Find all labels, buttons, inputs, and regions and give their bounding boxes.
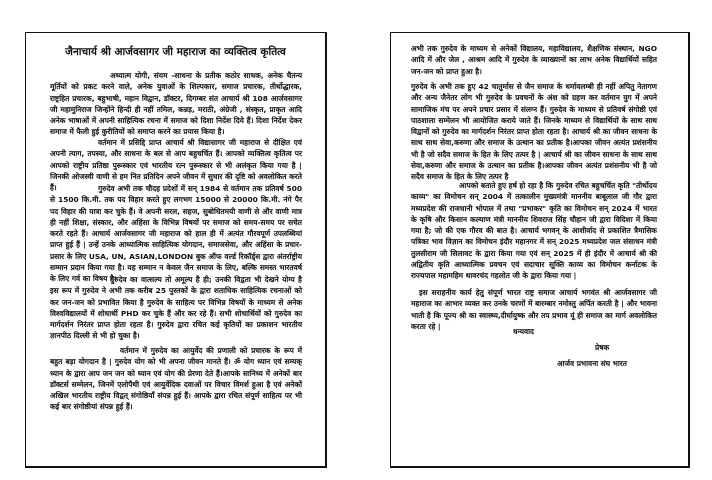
paragraph-intro: अध्यात्म योगी, संयम -साधना के प्रतीक कठोर साधक, अनेक चैतन्य मूर्तियों को प्रकट करने वाले, अनेक युवाओं के शिल्पकार, समाज प्रचारक, तीर्थोद्धारक, राष्ट्रहित प्रचारक, बहुभाषी, महान विद्वान, डॉक्टर, दिगम्बर संत आचार्य श्री 108 आर्जवसागर जी महामुनिराज जिन्होंने हिन्दी ही नहीं तमिल, कन्नड़, मराठी, अंग्रेजी , संस्कृत, प्राकृत आदि अनेक भाषाओं में अपनी साहित्यिक रचना में समाज को दिशा निर्देश दिये हैं। दिशा निर्देश देकर समाज में फैली हुई कुरीतियों को समाप्त करने का प्रयास किया है। [50, 71, 302, 137]
paragraph-aabhar: इस सराहनीय कार्य हेतु संपूर्ण भारत राष्ट्र समाज आचार्य भगवंत श्री आर्जवसागर जी महाराज का आभार व्यक्त कर उनके चरणों में बारम्बार नमोस्तु अर्पित करती है | और भावना भाती है कि पूज्य श्री का स्वास्थ्य,दीर्घायुष्क और तप प्रभाव यूं ही समाज का मार्ग अवलोकित करता रहे | [411, 288, 657, 331]
paragraph-vihar: गुरुदेव अभी तक चौदह प्रदेशों में सन् 1984 से वर्तमान तक प्रतिवर्ष 500 से 1500 कि.मी. तक पद विहार करते हुए लगभग 15000 से 20000 कि.मी. नंगे पैर पद विहार की यात्रा कर चुके हैं। वे अपनी सरल, सहज, सुबोधितमयी वाणी से और वाणी मात्र ही नहीं शिक्षा, संस्कार, और अहिंसा के विभिन्न विषयों पर समाज को समय-समय पर सचेत करते रहते हैं। आचार्य आर्जवसागर जी महाराज को हाल ही में अत्यंत गौरवपूर्ण उपलब्धियां प्राप्त हुई हैं | उन्हें उनके आध्यात्मिक साहित्यिक योगदान, समाजसेवा, और अहिंसा के प्रचार-प्रसार के लिए USA, UN, ASIAN,LONDON बुक ऑफ वर्ल्ड रिकॉर्ड्स द्वारा अंतर्राष्ट्रीय सम्मान प्रदान किया गया है। यह सम्मान न केवल जैन समाज के लिए, बल्कि समस्त भारतवर्ष के लिए गर्व का विषय है। [50, 184, 302, 284]
document-page-1 [25, 32, 327, 468]
sender-label: प्रेषक [595, 343, 610, 352]
paragraph-chaturmas: गुरुदेव के अभी तक हुए 42 चातुर्मास से जैन समाज के धर्मावलम्बी ही नहीं अपितु नेतागण और अन्य जैनेतर लोग भी गुरुदेव के प्रवचनों के अंश को ग्रहण कर वर्तमान युग में अपने सामाजिक मंच पर अपने प्रचार प्रसार में संलग्न हैं। गुरुदेव के माध्यम से प्रतिवर्ष संगोष्ठी एवं पाठशाला सम्मेलन भी आयोजित कराये जाते हैं। जिनके माध्यम से विद्यार्थियों के साथ साथ विद्वानों को गुरुदेव का मार्गदर्शन निरंतर प्राप्त होता रहता है। आचार्य श्री का जीवन साधना के साथ साथ सेवा,करुणा और समाज के उत्थान का प्रतीक है।आपका जीवन अत्यंत प्रशंसनीय भी है जो सदैव समाज के हित के लिए तत्पर है | आचार्य श्री का जीवन साधना के साथ साथ सेवा,करुणा और समाज के उत्थान का प्रतीक है।आपका जीवन अत्यंत प्रशंसनीय भी है जो सदैव समाज के हित के लिए तत्पर है [411, 82, 657, 182]
thanks-text: धन्यवाद [513, 327, 534, 336]
paragraph-vimochan: आपको बताते हुए हर्ष हो रहा है कि गुरुदेव रचित बहुचर्चित कृति "तीर्थोदय काव्य" का विमोचन सन् 2004 में तत्कालीन मुख्यमंत्री माननीय बाबूलाल जी गौर द्वारा मध्यप्रदेश की राजधानी भोपाल में तथा "प्रभाकर" कृति का विमोचन सन् 2024 में भारत के कृषि और किसान कल्याण मंत्री माननीय शिवराज सिंह चौहान जी द्वारा विदिशा में किया गया है; जो की एक गौरव की बात है। आचार्य भगवन् के आशीर्वाद से प्रकाशित त्रैमासिक पत्रिका भाव विज्ञान का विमोचन इंदौर महानगर में सन् 2025 मध्यप्रदेश जल संसाधन मंत्री तुलसीराम जी सिलावट के द्वारा किया गया एवं सन् 2025 में ही इंदौर में आचार्य श्री की अद्वितीय कृति आध्यात्मिक प्रवचन एवं सदाचार सूक्ति काव्य का विमोचन कर्नाटक के राज्यपाल महामहिम थावरचंद गहलोत जी के द्वारा किया गया | [411, 181, 657, 281]
page-title: जैनाचार्य श्री आर्जवसागर जी महाराज का व्यक्तित्व कृतित्व [65, 46, 286, 58]
document-page-2 [390, 32, 690, 468]
paragraph-ayurveda: वर्तमान में गुरुदेव का आयुर्वेद की प्रणाली को प्रचारक के रूप में बहुत बड़ा योगदान है | गुरुदेव योग को भी अपना जीवन मानते हैं। ॐ योग ध्यान एवं सम्यक् ध्यान के द्वारा आप जन जन को ध्यान एवं योग की प्रेरणा देते हैं।आपके सानिध्य में अनेकों बार डॉक्टर्स सम्मेलन, जिनमें एलोपैथी एवं आयुर्वेदिक दवाओं पर विचार विमर्श हुआ है एवं अनेकों अखिल भारतीय राष्ट्रीय विद्वत् संगोष्ठियाँ संपन्न हुई हैं। आपके द्वारा रचित संपूर्ण साहित्य पर भी कई बार संगोष्ठीयां संपन्न हुई हैं। [50, 346, 302, 412]
sender-name: आर्जव प्रभावना संघ भारत [557, 359, 628, 368]
paragraph-vyakhyan: अभी तक गुरुदेव के माध्यम से अनेकों विद्यालय, महाविद्यालय, शैक्षणिक संस्थान, NGO आदि में और जेल , आश्रम आदि में गुरुदेव के व्याख्यानों का लाभ अनेक विद्यार्थियों सहित जन-जन को प्राप्त हुआ है। [411, 44, 657, 76]
paragraph-diksha: वर्तमान में प्रसिद्दि प्राप्त आचार्य श्री विद्यासागर जी महाराज से दीक्षित एवं अपनी त्याग, तपस्या, और साधना के बल से आप बहुचर्चित हैं। आपको व्यक्तित्व कृतित्व पर आपको राष्ट्रीय प्रतिष्ठा पुरूस्कार एवं भारतीय रत्न पुरूस्कार से भी अलंकृत किया गया है | जिनकी ओजस्वी वाणी से हम नित प्रतिदिन अपने जीवन में सुधार की दृष्टि को अवलोकित करते हैं। [50, 138, 302, 193]
paragraph-sahitya: गुरुदेव का वात्सल्य तो अमूल्य है ही; उनकी विद्वता भी देखने योग्य है इस रूप में गुरुदेव ने अभी तक करीब 25 पुस्तकों के द्वारा शताधिक साहित्यिक रचनाओं को कर जन-जन को प्रभावित किया है गुरुदेव के साहित्य पर विभिन्न विषयों के माध्यम से अनेक विश्वविद्यालयों में शोधार्थी PHD कर चुके हैं और कर रहे हैं। सभी शोधार्थियों को गुरुदेव का मार्गदर्शन निरंतर प्राप्त होता रहता है। गुरुदेव द्वारा रचित कई कृतियों का प्रकाशन भारतीय ज्ञानपीठ दिल्ली से भी हो चुका है। [50, 275, 302, 341]
